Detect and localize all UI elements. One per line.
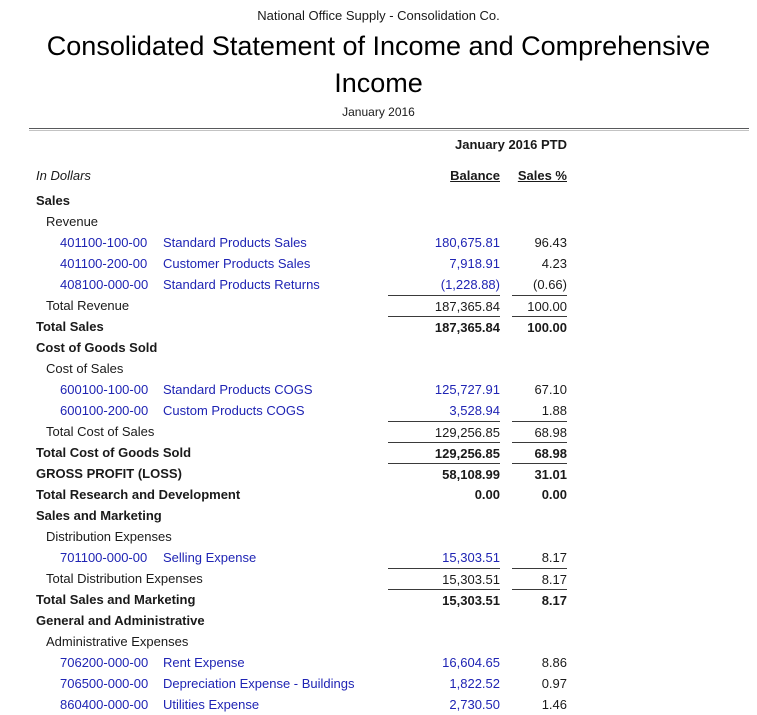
row-label: Cost of Goods Sold (36, 340, 158, 355)
balance-cell (388, 568, 500, 589)
detail-label-cell (36, 652, 376, 673)
sales-pct-value: 0.00 (541, 487, 567, 502)
row-label-cell (36, 316, 376, 337)
row-label: Total Distribution Expenses (46, 571, 203, 586)
report-row (36, 190, 567, 211)
row-label-cell (36, 358, 376, 379)
description-link[interactable]: Customer Products Sales (163, 256, 311, 271)
row-label: Total Cost of Sales (46, 424, 155, 439)
sales-pct-cell (512, 253, 567, 274)
sales-pct-column-header: Sales % (517, 168, 567, 183)
report-content (36, 137, 567, 715)
sales-pct-cell (512, 232, 567, 253)
sales-pct-value: 100.00 (527, 319, 567, 335)
row-label: Revenue (46, 214, 99, 229)
balance-column-header: Balance (450, 168, 500, 183)
detail-label-cell (36, 400, 376, 421)
row-label-cell (36, 337, 376, 358)
report-row (36, 211, 567, 232)
sales-pct-value: (0.66) (533, 277, 567, 292)
report-row (36, 694, 567, 715)
balance-cell (388, 379, 500, 400)
report-row (36, 316, 567, 337)
balance-cell (388, 274, 500, 295)
report-row (36, 463, 567, 484)
report-row (36, 274, 567, 295)
sales-pct-cell (512, 379, 567, 400)
sales-pct-cell (512, 568, 567, 589)
sales-pct-value: 8.17 (541, 550, 567, 565)
sales-pct-value: 8.17 (541, 592, 567, 608)
column-header-row (36, 165, 567, 186)
description-link[interactable]: Utilities Expense (163, 697, 260, 712)
sales-pct-cell (512, 484, 567, 505)
balance-cell (388, 358, 500, 379)
balance-value: 0.00 (474, 487, 500, 502)
row-label-cell (36, 505, 376, 526)
sales-pct-cell (512, 652, 567, 673)
sales-pct-cell (512, 610, 567, 631)
account-link[interactable]: 401100-100-00 (60, 235, 148, 250)
balance-cell (388, 463, 500, 484)
row-label: Cost of Sales (46, 361, 124, 376)
balance-cell (388, 295, 500, 316)
account-link[interactable]: 701100-000-00 (60, 550, 148, 565)
report-row (36, 673, 567, 694)
row-label-cell (36, 526, 376, 547)
balance-cell (388, 190, 500, 211)
sales-pct-cell (512, 442, 567, 463)
balance-link[interactable]: 2,730.50 (449, 697, 500, 712)
balance-link[interactable]: (1,228.88) (440, 277, 500, 292)
balance-value: 129,256.85 (434, 445, 500, 461)
report-row (36, 505, 567, 526)
row-label: Total Sales and Marketing (36, 592, 196, 607)
balance-cell (388, 547, 500, 568)
sales-pct-value: 8.17 (541, 571, 567, 587)
sales-pct-cell (512, 673, 567, 694)
sales-pct-cell (512, 505, 567, 526)
account-link[interactable]: 600100-200-00 (60, 403, 149, 418)
report-row (36, 400, 567, 421)
row-label-cell (36, 211, 376, 232)
row-label-cell (36, 190, 376, 211)
balance-cell (388, 484, 500, 505)
report-row (36, 547, 567, 568)
report-row (36, 295, 567, 316)
sales-pct-value: 67.10 (534, 382, 567, 397)
detail-label-cell (36, 694, 376, 715)
balance-cell (388, 526, 500, 547)
report-title: Consolidated Statement of Income and Comprehensive Income (46, 31, 711, 98)
company-name: National Office Supply - Consolidation Co. (257, 8, 500, 23)
balance-cell (388, 610, 500, 631)
balance-value: 15,303.51 (442, 592, 500, 608)
balance-link[interactable]: 7,918.91 (449, 256, 500, 271)
balance-link[interactable]: 16,604.65 (442, 655, 500, 670)
report-period: January 2016 (342, 105, 415, 119)
balance-value: 58,108.99 (442, 466, 500, 482)
report-row (36, 253, 567, 274)
row-label: Total Cost of Goods Sold (36, 445, 192, 460)
in-dollars-label: In Dollars (36, 168, 91, 183)
sales-pct-value: 68.98 (534, 424, 567, 440)
report-row (36, 589, 567, 610)
sales-pct-value: 1.88 (541, 403, 567, 418)
row-label: Sales (36, 193, 70, 208)
report-row (36, 358, 567, 379)
sales-pct-value: 31.01 (534, 466, 567, 482)
sales-pct-value: 100.00 (527, 298, 567, 314)
description-link[interactable]: Standard Products Sales (163, 235, 307, 250)
description-link[interactable]: Standard Products Returns (163, 277, 320, 292)
period-column-group-header: January 2016 PTD (454, 137, 567, 152)
sales-pct-cell (512, 274, 567, 295)
report-row (36, 526, 567, 547)
sales-pct-cell (512, 400, 567, 421)
sales-pct-cell (512, 421, 567, 442)
row-label-cell (36, 442, 376, 463)
description-link[interactable]: Custom Products COGS (163, 403, 305, 418)
description-link[interactable]: Selling Expense (163, 550, 257, 565)
balance-cell (388, 694, 500, 715)
report-row (36, 421, 567, 442)
report-row (36, 442, 567, 463)
balance-link[interactable]: 125,727.91 (434, 382, 500, 397)
sales-pct-value: 68.98 (534, 445, 567, 461)
row-label-cell (36, 484, 376, 505)
detail-label-cell (36, 379, 376, 400)
row-label: Total Revenue (46, 298, 130, 313)
report-row (36, 379, 567, 400)
balance-cell (388, 505, 500, 526)
balance-value: 187,365.84 (434, 319, 500, 335)
account-link[interactable]: 706200-000-00 (60, 655, 149, 670)
header-rule (29, 128, 749, 131)
sales-pct-cell (512, 589, 567, 610)
row-label: Administrative Expenses (46, 634, 189, 649)
report-row (36, 232, 567, 253)
sales-pct-cell (512, 190, 567, 211)
sales-pct-cell (512, 358, 567, 379)
balance-cell (388, 316, 500, 337)
sales-pct-value: 8.86 (541, 655, 567, 670)
row-label-cell (36, 421, 376, 442)
balance-cell (388, 337, 500, 358)
report-row (36, 631, 567, 652)
balance-cell (388, 673, 500, 694)
balance-link[interactable]: 15,303.51 (442, 550, 500, 565)
balance-cell (388, 232, 500, 253)
sales-pct-cell (512, 295, 567, 316)
detail-label-cell (36, 673, 376, 694)
balance-value: 187,365.84 (434, 298, 500, 314)
row-label-cell (36, 589, 376, 610)
detail-label-cell (36, 274, 376, 295)
row-label: General and Administrative (36, 613, 205, 628)
row-label: GROSS PROFIT (LOSS) (36, 466, 182, 481)
balance-cell (388, 253, 500, 274)
report-row (36, 610, 567, 631)
balance-link[interactable]: 180,675.81 (434, 235, 500, 250)
balance-cell (388, 442, 500, 463)
row-label-cell (36, 463, 376, 484)
row-label-cell (36, 295, 376, 316)
detail-label-cell (36, 547, 376, 568)
sales-pct-cell (512, 463, 567, 484)
account-link[interactable]: 706500-000-00 (60, 676, 149, 691)
detail-label-cell (36, 232, 376, 253)
row-label: Sales and Marketing (36, 508, 162, 523)
description-link[interactable]: Depreciation Expense - Buildings (163, 676, 355, 691)
balance-cell (388, 400, 500, 421)
sales-pct-cell (512, 547, 567, 568)
balance-link[interactable]: 1,822.52 (449, 676, 500, 691)
report-row (36, 484, 567, 505)
account-link[interactable]: 401100-200-00 (60, 256, 148, 271)
description-link[interactable]: Standard Products COGS (163, 382, 313, 397)
row-label: Distribution Expenses (46, 529, 172, 544)
description-link[interactable]: Rent Expense (163, 655, 245, 670)
sales-pct-cell (512, 631, 567, 652)
report-rows (36, 190, 567, 715)
row-label-cell (36, 610, 376, 631)
sales-pct-cell (512, 337, 567, 358)
row-label: Total Research and Development (36, 487, 241, 502)
row-label-cell (36, 568, 376, 589)
account-link[interactable]: 860400-000-00 (60, 697, 149, 712)
sales-pct-cell (512, 526, 567, 547)
sales-pct-cell (512, 211, 567, 232)
sales-pct-value: 4.23 (541, 256, 567, 271)
balance-value: 15,303.51 (442, 571, 500, 587)
balance-cell (388, 589, 500, 610)
balance-cell (388, 652, 500, 673)
balance-link[interactable]: 3,528.94 (449, 403, 500, 418)
row-label-cell (36, 631, 376, 652)
sales-pct-value: 96.43 (534, 235, 567, 250)
report-row (36, 568, 567, 589)
sales-pct-value: 0.97 (541, 676, 567, 691)
balance-cell (388, 631, 500, 652)
balance-cell (388, 421, 500, 442)
sales-pct-cell (512, 694, 567, 715)
row-label: Total Sales (36, 319, 104, 334)
balance-cell (388, 211, 500, 232)
sales-pct-cell (512, 316, 567, 337)
account-link[interactable]: 408100-000-00 (60, 277, 149, 292)
report-row (36, 337, 567, 358)
report-row (36, 652, 567, 673)
account-link[interactable]: 600100-100-00 (60, 382, 149, 397)
balance-value: 129,256.85 (434, 424, 500, 440)
detail-label-cell (36, 253, 376, 274)
sales-pct-value: 1.46 (541, 697, 567, 712)
